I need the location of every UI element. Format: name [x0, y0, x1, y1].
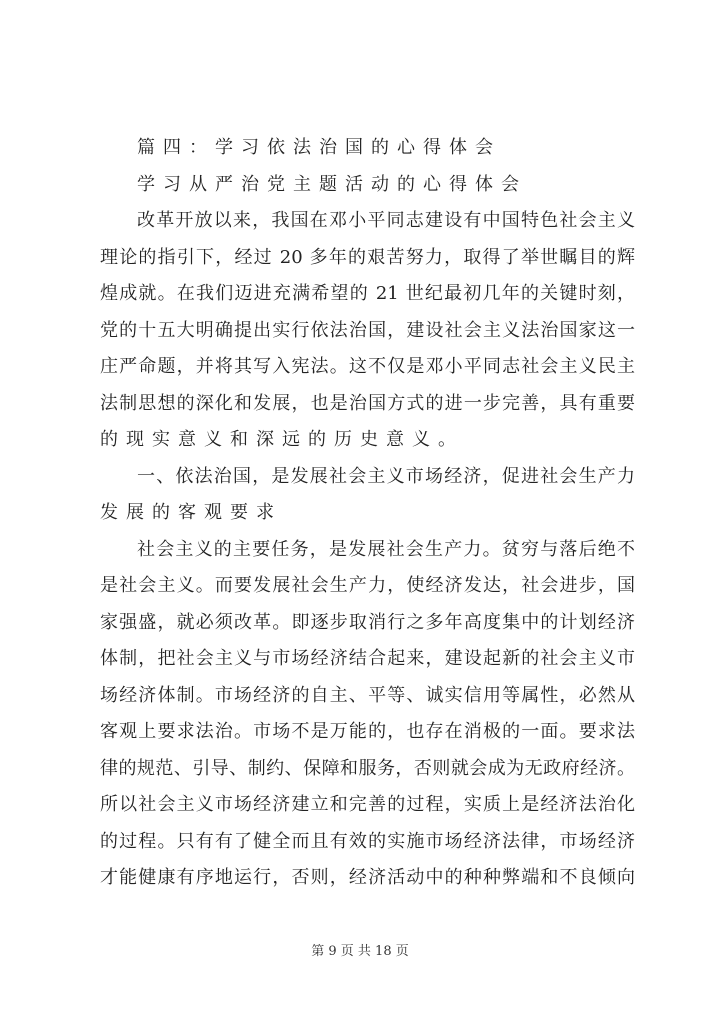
text-line: 所以社会主义市场经济建立和完善的过程，实质上是经济法治化 — [100, 794, 635, 815]
text-line: 庄严命题，并将其写入宪法。这不仅是邓小平同志社会主义民主 — [100, 356, 635, 377]
text-line: 煌成就。在我们迈进充满希望的 21 世纪最初几年的关键时刻， — [100, 283, 635, 304]
text-line: 改革开放以来，我国在邓小平同志建设有中国特色社会主义 — [137, 210, 635, 231]
text-line: 学习从严治党主题活动的心得体会 — [137, 173, 527, 195]
text-line: 客观上要求法治。市场不是万能的，也存在消极的一面。要求法 — [100, 721, 635, 742]
text-line: 的过程。只有有了健全而且有效的实施市场经济法律，市场经济 — [100, 830, 635, 852]
text-line: 一、依法治国，是发展社会主义市场经济，促进社会生产力 — [137, 465, 635, 487]
text-line: 才能健康有序地运行，否则，经济活动中的种种弊端和不良倾向 — [100, 867, 635, 888]
document-body — [100, 130, 635, 897]
text-line: 篇四：学习依法治国的心得体会 — [137, 137, 501, 158]
text-line: 的现实意义和深远的历史意义。 — [100, 429, 464, 450]
text-line: 党的十五大明确提出实行依法治国，建设社会主义法治国家这一 — [100, 319, 635, 341]
text-line: 发展的客观要求 — [100, 502, 282, 523]
text-line: 理论的指引下，经过 20 多年的艰苦努力，取得了举世瞩目的辉 — [100, 246, 635, 268]
text-line: 是社会主义。而要发展社会生产力，使经济发达，社会进步，国 — [100, 575, 635, 596]
page-number: 第 9 页 共 18 页 — [311, 944, 409, 959]
text-line: 法制思想的深化和发展，也是治国方式的进一步完善，具有重要 — [100, 392, 635, 414]
text-line: 家强盛，就必须改革。即逐步取消行之多年高度集中的计划经济 — [100, 611, 635, 633]
text-line: 社会主义的主要任务，是发展社会生产力。贫穷与落后绝不 — [137, 538, 635, 560]
text-line: 场经济体制。市场经济的自主、平等、诚实信用等属性，必然从 — [100, 684, 635, 706]
text-line: 体制，把社会主义与市场经济结合起来，建设起新的社会主义市 — [100, 648, 635, 669]
text-line: 律的规范、引导、制约、保障和服务，否则就会成为无政府经济。 — [100, 757, 635, 779]
